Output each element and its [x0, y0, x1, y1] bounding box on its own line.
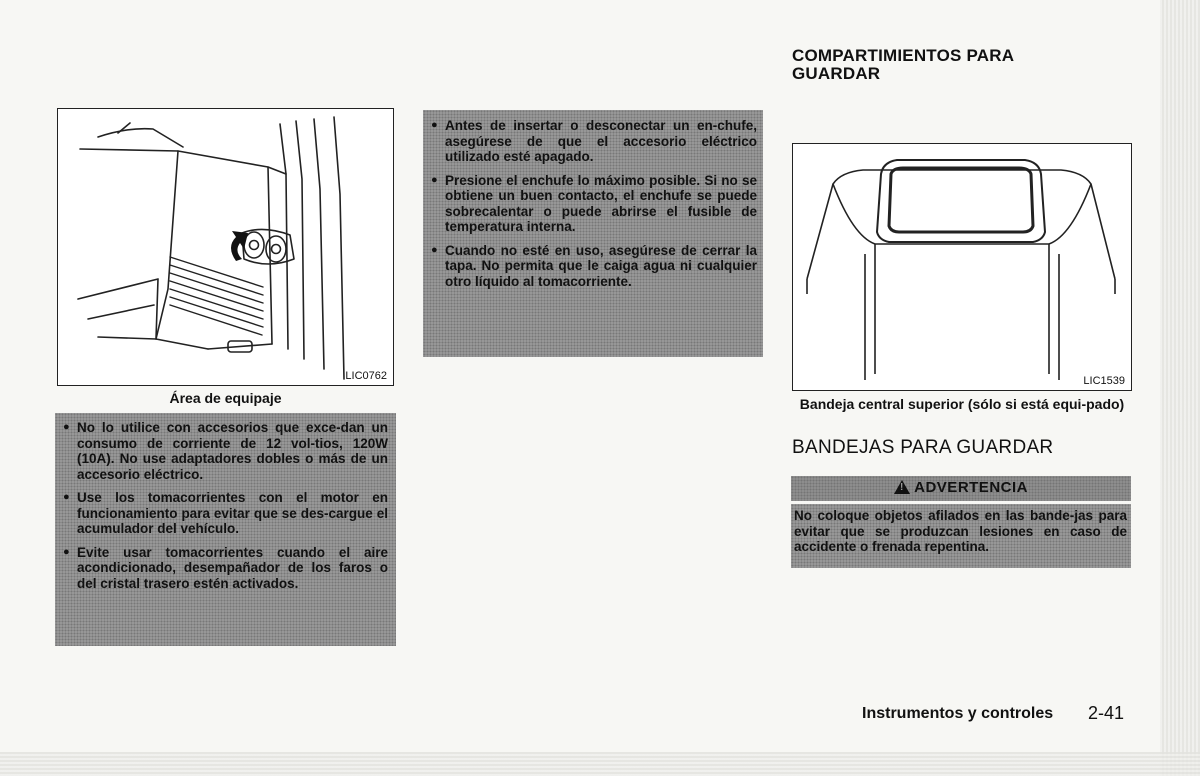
figure-luggage-area: [57, 108, 394, 386]
subheading-storage-trays: BANDEJAS PARA GUARDAR: [792, 437, 1054, 458]
warning-item: ● Cuando no esté en uso, asegúrese de cerrar la tapa. No permita que le caiga agua ni cualquier otro líquido al tomacorriente.: [429, 243, 757, 290]
page-edge-bottom: [0, 752, 1200, 776]
page-number: 2-41: [1088, 703, 1125, 723]
warning-item: ● Use los tomacorrientes con el motor en funcionamiento para evitar que se des-cargue el acumulador del vehículo.: [61, 490, 388, 537]
warning-header: [791, 476, 1131, 501]
warning-label: ADVERTENCIA: [914, 479, 1028, 496]
warning-item: ● Antes de insertar o desconectar un en-chufe, asegúrese de que el accesorio eléctrico utilizado esté apagado.: [429, 118, 757, 165]
figure-code: LIC1539: [1083, 375, 1125, 387]
footer-section: Instrumentos y controles: [862, 705, 1054, 722]
section-title-line: COMPARTIMIENTOS PARA: [792, 46, 1015, 65]
figure-caption-luggage-area: Área de equipaje: [169, 390, 282, 406]
warning-triangle-icon: !: [894, 480, 910, 494]
figure-caption-center-tray: Bandeja central superior (sólo si está equi-pado): [799, 396, 1125, 412]
warning-box-middle: [423, 110, 763, 357]
luggage-area-illustration: [58, 109, 392, 384]
warning-box-right: No coloque objetos afilados en las bande-jas para evitar que se produzcan lesiones en caso de accidente o frenada repentina.: [791, 504, 1131, 568]
page-edge-right: [1160, 0, 1200, 776]
figure-center-tray: [792, 143, 1132, 391]
center-tray-illustration: [793, 144, 1130, 389]
warning-box-left: [55, 413, 396, 646]
section-title-line: GUARDAR: [792, 64, 881, 83]
warning-item: ● Presione el enchufe lo máximo posible. Si no se obtiene un buen contacto, el enchufe se puede sobrecalentar o puede abrirse el fusible de temperatura interna.: [429, 173, 757, 235]
section-title: [792, 47, 1092, 83]
warning-item: ● No lo utilice con accesorios que exce-dan un consumo de corriente de 12 vol-tios, 120W (10A). No use adaptadores dobles o más de un accesorio eléctrico.: [61, 420, 388, 482]
warning-item: ● Evite usar tomacorrientes cuando el aire acondicionado, desempañador de los faros o del cristal trasero estén activados.: [61, 545, 388, 592]
figure-code: LIC0762: [345, 370, 387, 382]
